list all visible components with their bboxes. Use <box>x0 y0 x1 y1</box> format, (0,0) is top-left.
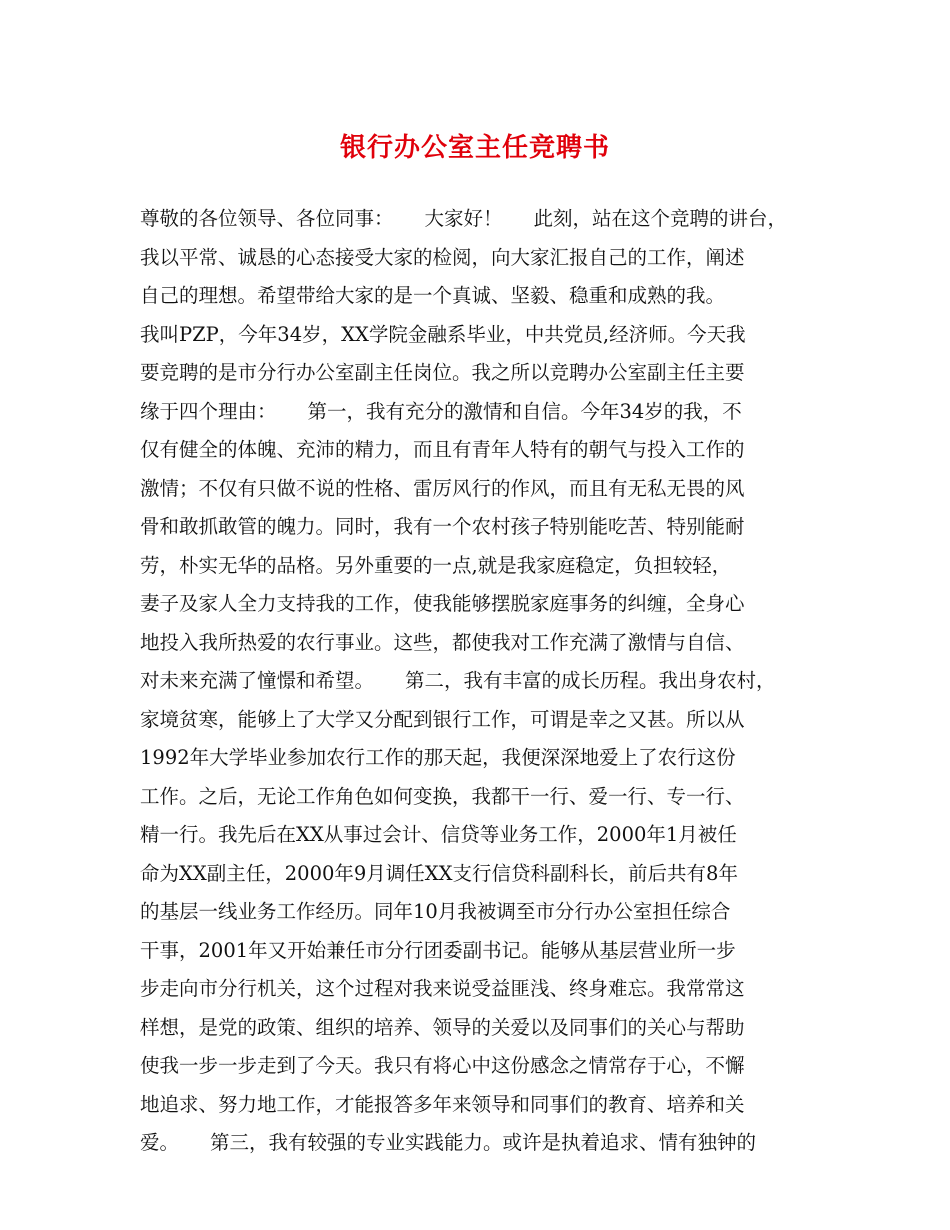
body-line: 的基层一线业务工作经历。同年10月我被调至市分行办公室担任综合 <box>140 900 731 923</box>
body-line: 步走向市分行机关，这个过程对我来说受益匪浅、终身难忘。我常常这 <box>140 977 745 1000</box>
body-line: 家境贫寒，能够上了大学又分配到银行工作，可谓是幸之又甚。所以从 <box>140 707 745 731</box>
body-line: 劳，朴实无华的品格。另外重要的一点,就是我家庭稳定，负担较轻， <box>140 553 732 577</box>
body-line: 妻子及家人全力支持我的工作，使我能够摆脱家庭事务的纠缠，全身心 <box>140 592 745 615</box>
body-line: 我以平常、诚恳的心态接受大家的检阅，向大家汇报自己的工作，阐述 <box>140 245 745 269</box>
body-line: 干事，2001年又开始兼任市分行团委副书记。能够从基层营业所一步 <box>140 938 736 962</box>
body-line: 对未来充满了憧憬和希望。 第二，我有丰富的成长历程。我出身农村， <box>140 669 776 692</box>
body-line: 工作。之后，无论工作角色如何变换，我都干一行、爱一行、专一行、 <box>140 784 745 808</box>
body-line: 骨和敢抓敢管的魄力。同时，我有一个农村孩子特别能吃苦、特别能耐 <box>140 515 745 538</box>
document-body <box>140 200 830 1163</box>
body-line: 仅有健全的体魄、充沛的精力，而且有青年人特有的朝气与投入工作的 <box>140 438 745 461</box>
body-line: 激情；不仅有只做不说的性格、雷厉风行的作风，而且有无私无畏的风 <box>140 476 745 500</box>
body-line: 命为XX副主任，2000年9月调任XX支行信贷科副科长，前后共有8年 <box>140 861 738 885</box>
body-line: 自己的理想。希望带给大家的是一个真诚、坚毅、稳重和成熟的我。 <box>140 284 726 307</box>
body-line: 地追求、努力地工作，才能报答多年来领导和同事们的教育、培养和关 <box>140 1092 745 1116</box>
body-line: 要竞聘的是市分行办公室副主任岗位。我之所以竞聘办公室副主任主要 <box>140 361 745 384</box>
body-line: 精一行。我先后在XX从事过会计、信贷等业务工作，2000年1月被任 <box>140 823 737 846</box>
body-line: 爱。 第三，我有较强的专业实践能力。或许是执着追求、情有独钟的 <box>140 1131 756 1154</box>
body-line: 使我一步一步走到了今天。我只有将心中这份感念之情常存于心，不懈 <box>140 1054 745 1077</box>
body-line: 1992年大学毕业参加农行工作的那天起，我便深深地爱上了农行这份 <box>140 746 736 769</box>
document-title: 银行办公室主任竞聘书 <box>339 133 610 163</box>
body-line: 尊敬的各位领导、各位同事： 大家好！ 此刻，站在这个竞聘的讲台， <box>140 207 787 230</box>
body-line: 样想，是党的政策、组织的培养、领导的关爱以及同事们的关心与帮助 <box>140 1015 745 1039</box>
body-line: 缘于四个理由： 第一，我有充分的激情和自信。今年34岁的我，不 <box>140 399 742 423</box>
body-line: 地投入我所热爱的农行事业。这些，都使我对工作充满了激情与自信、 <box>140 630 745 654</box>
body-line: 我叫PZP，今年34岁，XX学院金融系毕业，中共党员,经济师。今天我 <box>140 322 746 346</box>
